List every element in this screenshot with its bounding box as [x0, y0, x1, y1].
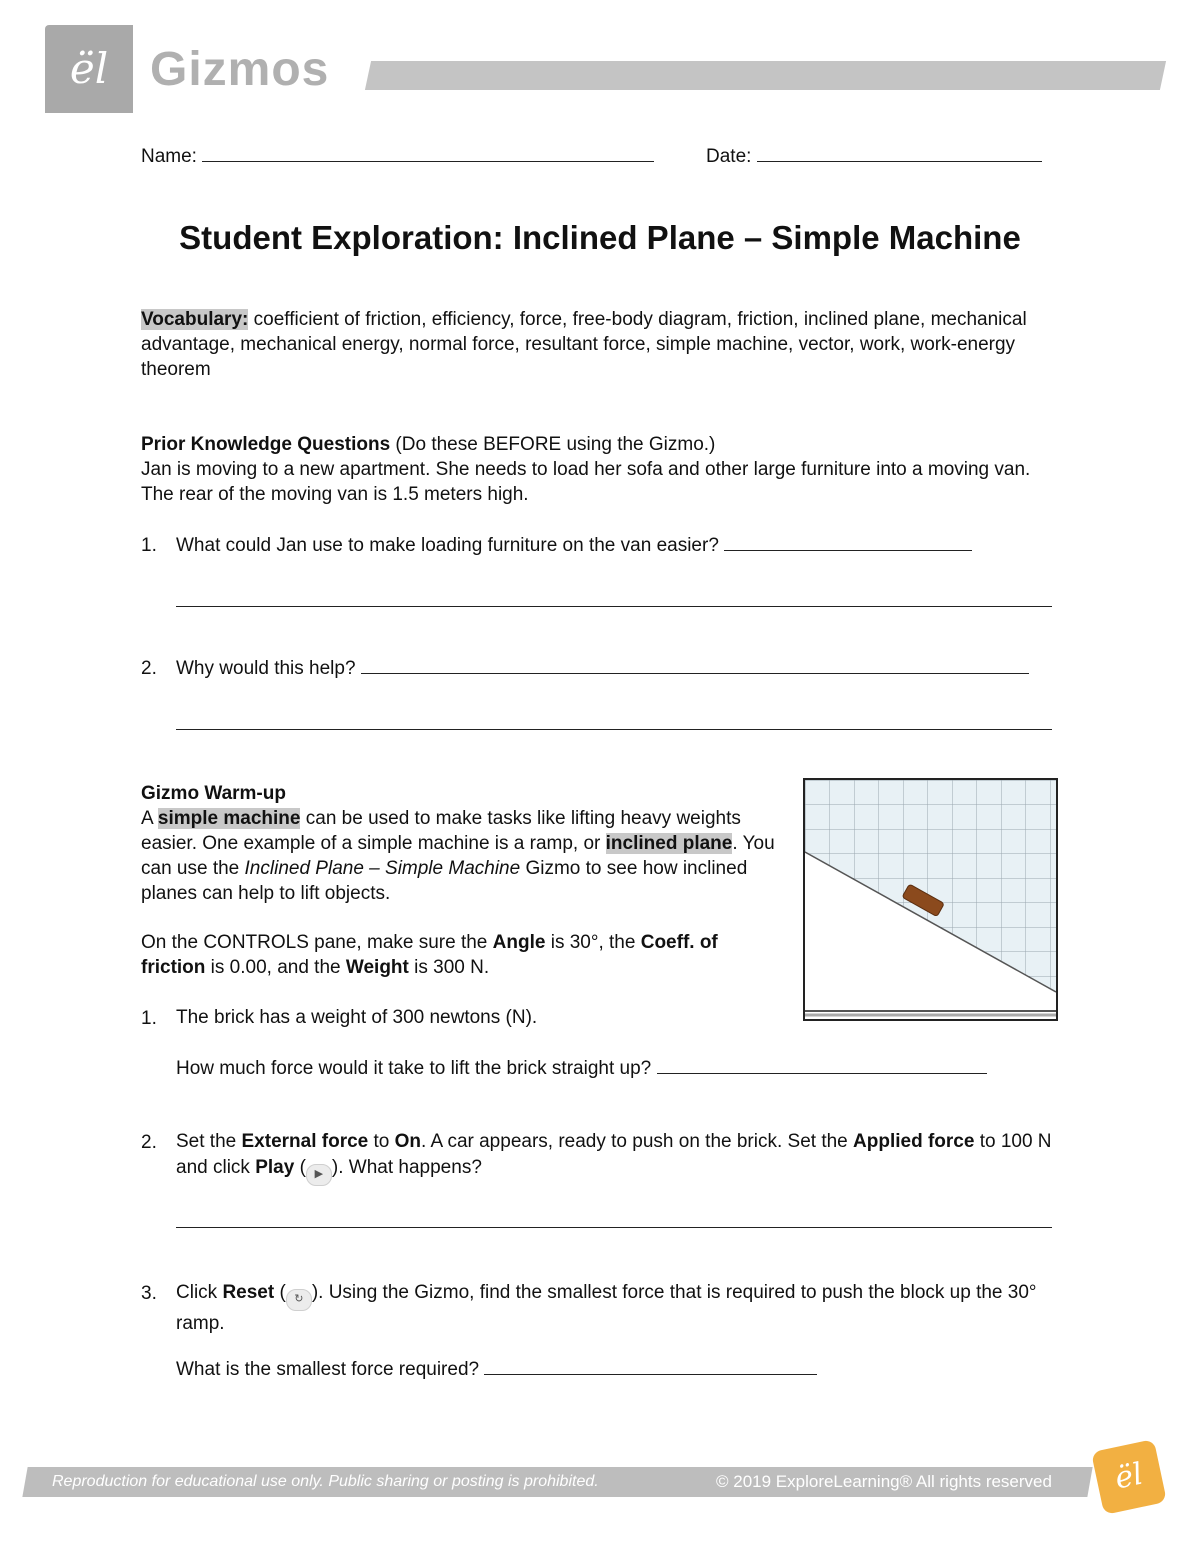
warmup-q1-number: 1.	[141, 1008, 157, 1029]
prior-q2	[176, 655, 1029, 682]
warmup-q3-sub	[176, 1356, 817, 1383]
footer-logo	[1091, 1439, 1167, 1515]
warmup-q3-blank[interactable]	[484, 1356, 817, 1375]
warmup-heading: Gizmo Warm-up	[141, 783, 286, 804]
prior-heading-note: (Do these BEFORE using the Gizmo.)	[390, 434, 716, 455]
prior-q1-number: 1.	[141, 535, 157, 556]
prior-knowledge-section	[141, 432, 1046, 507]
prior-q2-number: 2.	[141, 658, 157, 679]
logo-text: ël	[69, 44, 109, 93]
vocabulary-section	[141, 307, 1046, 382]
prior-q2-answer-line[interactable]	[176, 729, 1052, 730]
name-blank[interactable]	[202, 143, 654, 162]
warmup-q2-number: 2.	[141, 1132, 157, 1153]
date-label: Date:	[706, 146, 752, 167]
prior-intro: Jan is moving to a new apartment. She needs to load her sofa and other large furniture into a moving van. The rear of the moving van is 1.5 meters high.	[141, 459, 1031, 505]
prior-q1-blank[interactable]	[724, 532, 972, 551]
prior-q1	[176, 532, 972, 559]
warmup-paragraph-2: On the CONTROLS pane, make sure the Angle is 30°, the Coeff. of friction is 0.00, and the Weight is 300 N.	[141, 932, 718, 978]
warmup-q1-text: The brick has a weight of 300 newtons (N).	[176, 1007, 538, 1028]
footer-notice: Reproduction for educational use only. Public sharing or posting is prohibited.	[52, 1473, 599, 1490]
date-blank[interactable]	[757, 143, 1042, 162]
warmup-q3-sub-text: What is the smallest force required?	[176, 1359, 480, 1380]
prior-q2-blank[interactable]	[361, 655, 1029, 674]
prior-q2-text: Why would this help?	[176, 658, 356, 679]
warmup-q1-blank[interactable]	[657, 1055, 987, 1074]
warmup-q3-number: 3.	[141, 1283, 157, 1304]
term-simple-machine: simple machine	[157, 808, 301, 829]
prior-heading: Prior Knowledge Questions	[141, 434, 391, 455]
inclined-plane-figure	[803, 778, 1058, 1021]
explorelearning-logo	[45, 25, 133, 113]
warmup-q2-text: Set the External force to On. A car appears, ready to push on the brick. Set the Applied force to 100 N and click Play ( ▶ ). What happens?	[176, 1129, 1056, 1186]
gizmo-name: Inclined Plane – Simple Machine	[244, 858, 521, 879]
warmup-q2-answer-line[interactable]	[176, 1227, 1052, 1228]
inclined-plane-illustration	[805, 780, 1056, 1019]
prior-q1-answer-line[interactable]	[176, 606, 1052, 607]
reset-icon: ↻	[286, 1289, 312, 1311]
footer-copyright: © 2019 ExploreLearning® All rights reserved	[716, 1472, 1052, 1491]
warmup-q1-sub-text: How much force would it take to lift the brick straight up?	[176, 1058, 652, 1079]
warmup-q3-text: Click Reset ( ↻ ). Using the Gizmo, find the smallest force that is required to push the block up the 30° ramp.	[176, 1282, 1037, 1334]
header-bar	[365, 61, 1166, 90]
brand-title: Gizmos	[150, 43, 330, 96]
play-icon: ▶	[306, 1164, 332, 1186]
vocabulary-text: coefficient of friction, efficiency, force, free-body diagram, friction, inclined plane, mechanical advantage, mechanical energy, normal force, resultant force, simple machine, vector, work, work-energy theorem	[141, 309, 1027, 380]
page-title: Student Exploration: Inclined Plane – Simple Machine	[179, 219, 1021, 256]
warmup-paragraph-1: A simple machine can be used to make tasks like lifting heavy weights easier. One example of a simple machine is a ramp, or inclined plane. You can use the Inclined Plane – Simple Machine Gizmo to see how inclined planes can help to lift objects.	[141, 808, 775, 904]
name-field[interactable]	[141, 143, 654, 169]
date-field[interactable]	[706, 143, 1042, 169]
name-label: Name:	[141, 146, 197, 167]
prior-q1-text: What could Jan use to make loading furniture on the van easier?	[176, 535, 719, 556]
vocabulary-label: Vocabulary:	[141, 309, 249, 330]
warmup-section	[141, 781, 781, 980]
warmup-q1-sub	[176, 1055, 987, 1082]
footer-logo-text: ël	[1111, 1456, 1146, 1497]
term-inclined-plane: inclined plane	[605, 833, 733, 854]
